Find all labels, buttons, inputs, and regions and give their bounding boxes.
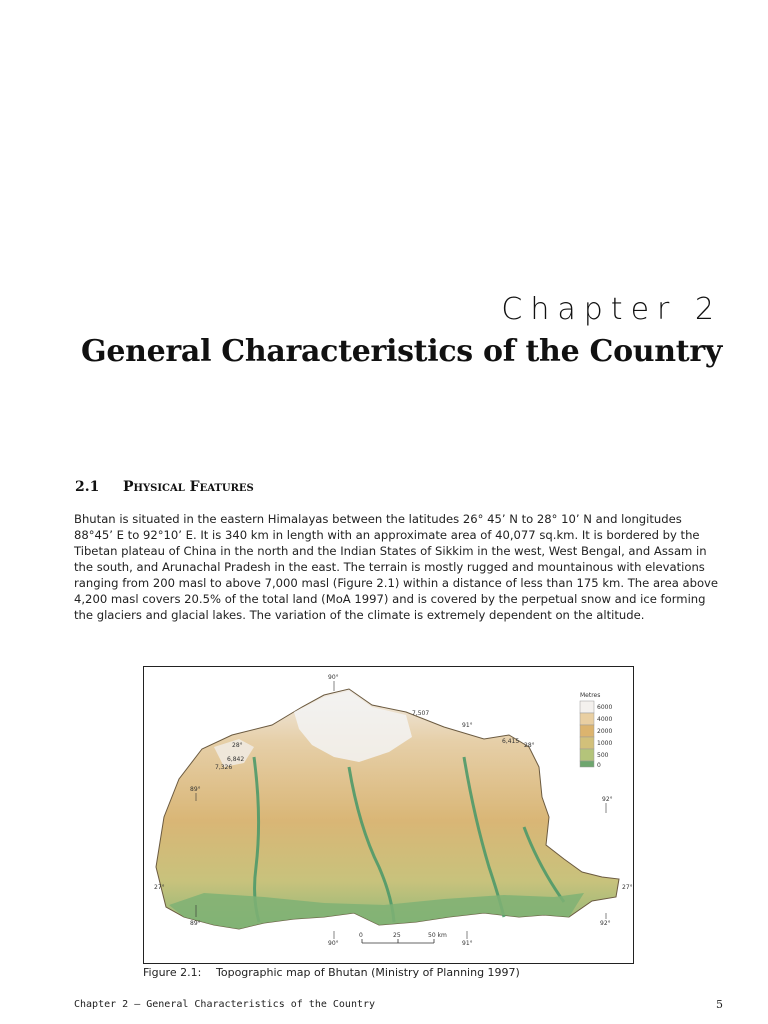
footer-running-title: Chapter 2 — General Characteristics of the Country	[74, 999, 376, 1010]
legend-entry: 500	[597, 752, 609, 759]
scale-label: 0	[359, 932, 363, 939]
figure-map	[143, 666, 634, 964]
longitude-label: 90°	[328, 940, 339, 947]
longitude-label: 89°	[190, 786, 201, 793]
legend-entry: 0	[597, 762, 601, 769]
figure-caption	[143, 966, 520, 979]
peak-label: 6,842	[227, 756, 245, 763]
legend-entry: 1000	[597, 740, 613, 747]
section-heading	[75, 479, 254, 495]
section-number: 2.1	[75, 479, 100, 495]
figure-label: Figure 2.1:	[143, 966, 202, 979]
latitude-label: 27°	[622, 884, 633, 891]
chapter-title: General Characteristics of the Country	[81, 334, 722, 369]
longitude-label: 91°	[462, 940, 473, 947]
longitude-label: 92°	[600, 920, 611, 927]
latitude-label: 28°	[524, 742, 535, 749]
longitude-label: 90°	[328, 674, 339, 681]
peak-label: 6,415	[502, 738, 520, 745]
legend-entry: 2000	[597, 728, 613, 735]
longitude-label: 89°	[190, 920, 201, 927]
scale-label: 50 km	[428, 932, 447, 939]
chapter-number: Chapter 2	[501, 292, 722, 327]
legend-entry: 4000	[597, 716, 613, 723]
legend-entry: 6000	[597, 704, 613, 711]
section-paragraph: Bhutan is situated in the eastern Himalayas between the latitudes 26° 45’ N to 28° 10’ N and longitudes 88°45’ E to 92°10’ E. It is 340 km in length with an approximate area of 40,077 sq.km. It is bordered by the Tibetan plateau of China in the north and the Indian States of Sikkim in the west, West Bengal, and Assam in the south, and Arunachal Pradesh in the east. The terrain is mostly rugged and mountainous with elevations ranging from 200 masl to above 7,000 masl (Figure 2.1) within a distance of less than 175 km. The area above 4,200 masl covers 20.5% of the total land (MoA 1997) and is covered by the perpetual snow and ice forming the glaciers and glacial lakes. The variation of the climate is extremely dependent on the altitude.	[74, 512, 719, 622]
latitude-label: 27°	[154, 884, 165, 891]
section-title: Physical Features	[123, 479, 254, 495]
peak-label: 7,326	[215, 764, 233, 771]
scale-bar	[359, 932, 447, 943]
longitude-label: 92°	[602, 796, 613, 803]
latitude-label: 28°	[232, 742, 243, 749]
figure-caption-text: Topographic map of Bhutan (Ministry of Planning 1997)	[216, 966, 520, 979]
longitude-label: 91°	[462, 722, 473, 729]
legend-title: Metres	[580, 692, 601, 699]
elevation-legend	[580, 692, 612, 769]
scale-label: 25	[393, 932, 401, 939]
topographic-map-image	[144, 667, 633, 963]
footer-page-number: 5	[716, 998, 723, 1011]
peak-label: 7,507	[412, 710, 430, 717]
